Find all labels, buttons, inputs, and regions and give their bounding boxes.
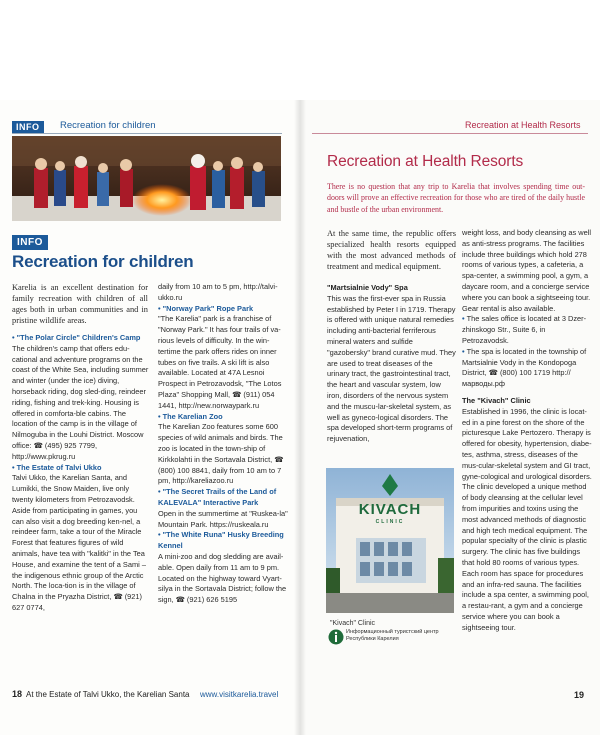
list-item-title: • "The Polar Circle" Children's Camp xyxy=(12,333,141,342)
left-column-2 xyxy=(158,282,290,606)
page-number-right: 19 xyxy=(574,690,585,700)
lead-paragraph: There is no question that any trip to Karelia that involves spending time out-doors will prove an effective recreation for those who are tired of the daily hustle and bustle of the urban environment. xyxy=(327,182,585,214)
section-header-title: Recreation for children xyxy=(60,120,156,131)
list-item-text: "The Karelia" park is a franchise of "Norway Park." It has four trails of va-rious levels of difficulty. In the win-tertime the park offers rides on inner tubes on five trails. A ski lift is also available. Located at 47A Lesnoi Prospect in Petrozavodsk, "The Lotos Plaza" Shopping Mall, ☎ (911) 054 1441, http://new.norwaypark.ru xyxy=(158,314,282,410)
info-box-label: INFO xyxy=(12,235,48,250)
left-intro xyxy=(12,282,148,326)
page-title: Recreation for children xyxy=(12,252,194,271)
list-item-title: • The Estate of Talvi Ukko xyxy=(12,462,102,472)
kivach-clinic-photo xyxy=(326,468,454,613)
list-item-title: • "The White Runa" Husky Breeding Kennel xyxy=(158,530,284,551)
clinic-sign-sub: CLINIC xyxy=(375,519,405,525)
continued-text: daily from 10 am to 5 pm, http://talvi-ukko.ru xyxy=(158,282,278,302)
right-column-2 xyxy=(462,228,592,633)
header-rule xyxy=(12,133,282,134)
intro-paragraph: Karelia is an excellent destination for family recreation with children of all ages both in urban communities and in pristine wildlife areas. xyxy=(12,283,148,325)
clinic-sign: KIVACH xyxy=(358,501,422,518)
santa-estate-photo xyxy=(12,136,281,221)
list-item-text: The Karelian Zoo features some 600 species of wild animals and birds. The zoo is located in the town-ship of Kirkkolahti in the Sortavala District, ☎ (800) 100 8841, daily from 10 am to 7 pm, http://kareliazoo.ru xyxy=(158,422,284,486)
list-item: • The sales office is located at 3 Dzer-zhinskogo Str., Suite 6, in Petrozavodsk. xyxy=(462,314,587,345)
info-logo-icon xyxy=(328,629,344,645)
intro-paragraph-right: At the same time, the republic offers specialized health resorts equipped with the most advanced methods of treatment and medical equipment. xyxy=(327,229,456,271)
photo-caption-left: At the Estate of Talvi Ukko, the Karelian Santa xyxy=(26,690,190,699)
clinic-text: Established in 1996, the clinic is locat-ed in a pine forest on the shore of the picturesque Lake Pertozero. Therapy is offered for obesity, hypertension, diabe-tes, asthma, stress, diseases of the mus-cular-skeletal system and GI tract, gyne-cological and urological disorders. The clinic developed a unique method of body cleansing at the cellular level from impurities and toxins using the most advanced methods of diagnostic and high tech medical equipment. The popular specialty of the clinic is plastic surgery. The clinic has five buildings that hold 80 rooms of various types. Each room has space for procedures and an infra-red sauna. The facilities include a spa center, a swimming pool, a restau-rant, a gym and a concierge service where you can book a sightseeing tour. xyxy=(462,406,592,632)
list-item-text: A mini-zoo and dog sledding are avail-able. Open daily from 11 am to 9 pm. Located on the highway toward Vyart-silya in the Sortavala District; follow the sign, ☎ (921) 626 5195 xyxy=(158,551,287,605)
website-link[interactable]: www.visitkarelia.travel xyxy=(200,690,279,699)
list-item: • The spa is located in the township of Martsialnie Vody in the Kondopoga District, ☎ (800) 100 1719 http://марводы.рф xyxy=(462,346,587,389)
clinic-title: The "Kivach" Clinic xyxy=(462,395,531,405)
santa-estate-illustration xyxy=(12,136,281,221)
info-tag: INFO xyxy=(12,121,44,133)
logo-caption: Информационный туристский центр Республики Карелия xyxy=(346,629,439,642)
spa-text-continued: weight loss, and body cleansing as well as anti-stress programs. The facilities include three buildings which hold 278 rooms of various types, a cafeteria, a spa-center, a swimming pool, a gym, a daycare room, and a concierge service where you can book a sightseeing tour. Gear rental is also available. xyxy=(462,228,592,313)
right-column-1 xyxy=(327,283,457,445)
list-item-title: • "The Secret Trails of the Land of KALEVALA" Interactive Park xyxy=(158,487,277,507)
list-item-title: • The Karelian Zoo xyxy=(158,411,223,421)
photo-caption-right: "Kivach" Clinic xyxy=(330,620,376,627)
list-item-text: The children's camp that offers edu-cational and adventure programs on the coast of the White Sea, including summer and winter (under the ice) diving, horseback riding, dog sled-ding, reindeer riding, fishing and trek-king. Housing is offered in comforta-ble cabins. The location of the camp is in the village of Nilmoguba in the Louhi District. Moscow office: ☎ (495) 925 7799, http://www.pkrug.ru xyxy=(12,343,149,461)
list-item-title: • "Norway Park" Rope Park xyxy=(158,303,254,313)
left-column-1 xyxy=(12,333,150,614)
clinic-illustration xyxy=(326,468,454,613)
list-item-text: Open in the summertime at "Ruskea-la" Mountain Park. https://ruskeala.ru xyxy=(158,508,288,529)
section-header-title-right: Recreation at Health Resorts xyxy=(465,120,581,130)
right-intro xyxy=(327,228,456,272)
header-rule-right xyxy=(312,133,588,134)
page-title-right: Recreation at Health Resorts xyxy=(327,153,524,170)
list-item-text: Talvi Ukko, the Karelian Santa, and Lumikki, the Snow Maiden, live only twenty kilometers from Petrozavodsk. Aside from participating in games, you can also visit a dog breeding ken-nel, a reindeer farm, take a tour of the Miracle Forest that features figures of wild animals, have tea with "kalitki" in the Tea House, and examine the tent of a Sami – the indigenous ethnic group of the Arctic North. The loca-tion is in the village of Chalna in the Pryazha District, ☎ (921) 627 0774, xyxy=(12,473,146,612)
spa-title: "Martsialnie Vody" Spa xyxy=(327,283,408,292)
spa-text: This was the first-ever spa in Russia established by Peter I in 1719. Therapy is offered with unique natural remedies including anti-bacterial ferriferous mineral waters and sulfide "gazoberskу" brand curative mud. They are used to treat diseases of the urinary tract, the gastrointestinal tract, the heart and vascular system, low iron, disorders of the nervous system and the muscu-lar-skeletal system, as well as gyneco-logical disorders. The spa developed short-term programs of rejuvenation, xyxy=(327,293,456,444)
page-number-left: 18 xyxy=(12,689,23,699)
page-gutter xyxy=(294,100,306,735)
